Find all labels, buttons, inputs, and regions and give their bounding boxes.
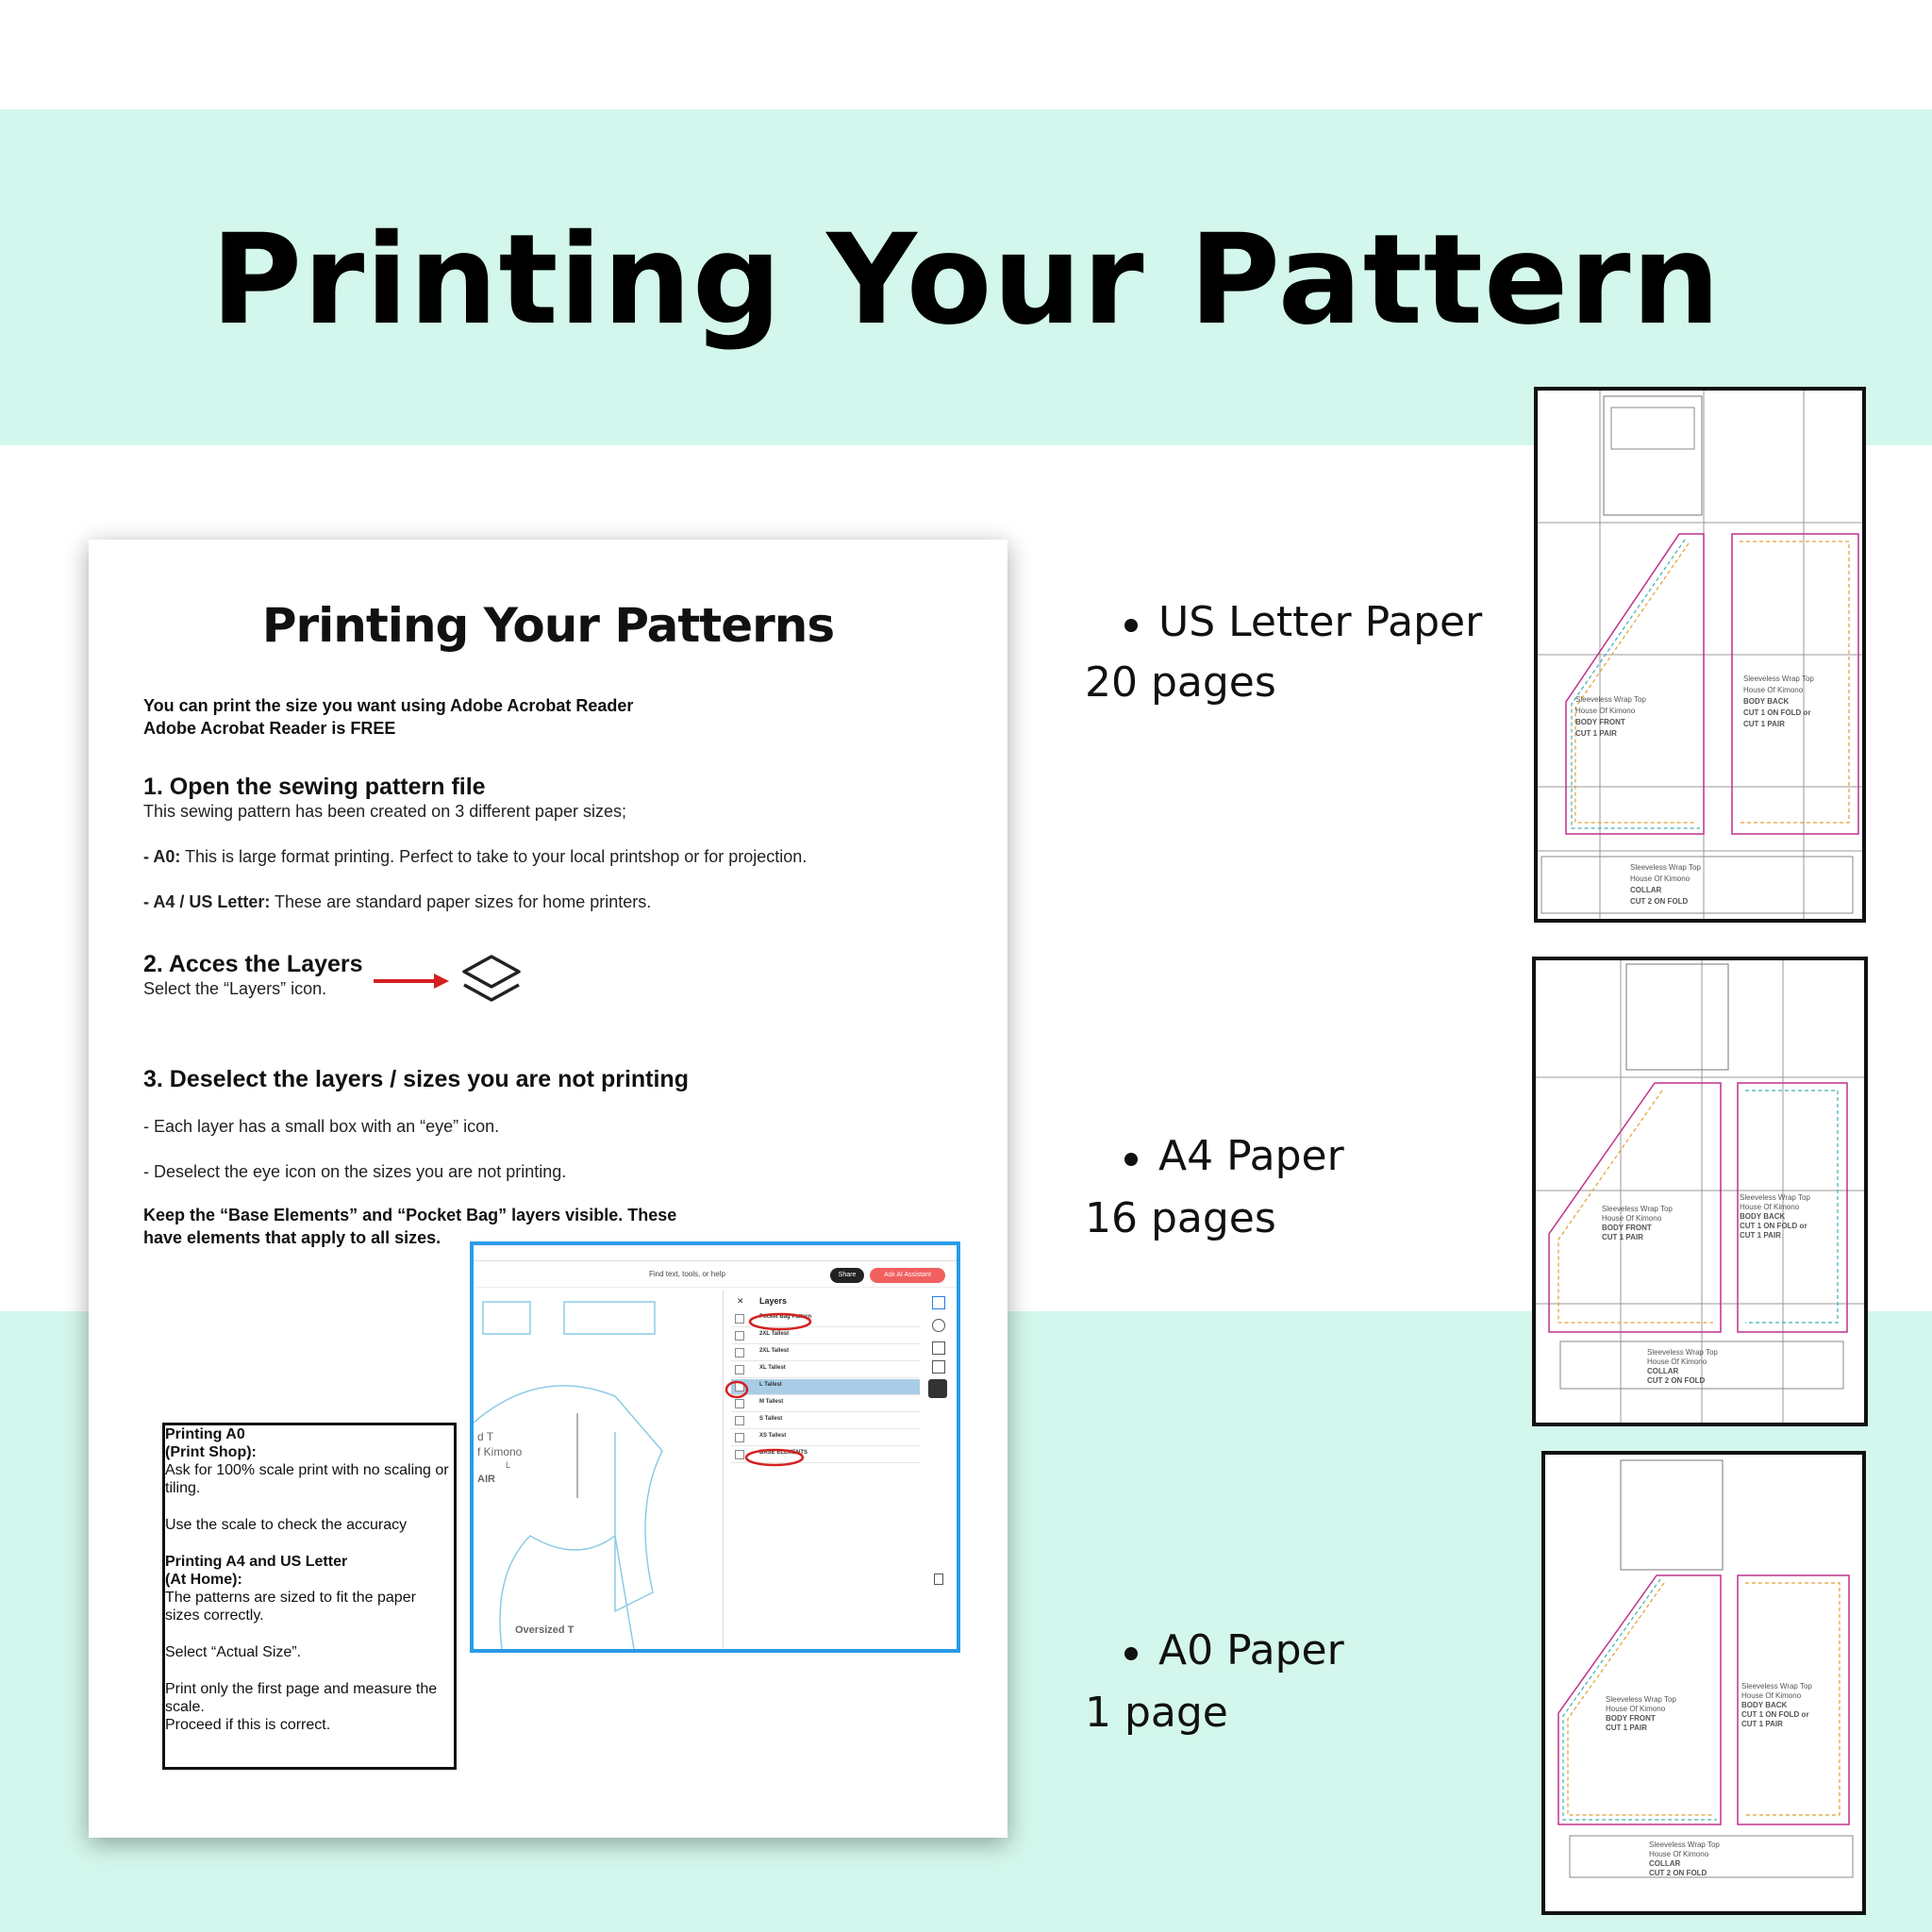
tool-icon[interactable] bbox=[932, 1296, 945, 1309]
tool-icon[interactable] bbox=[932, 1360, 945, 1374]
screenshot-top-bar bbox=[474, 1245, 957, 1261]
thumb-text: BODY FRONT bbox=[1602, 1224, 1652, 1232]
page-title: Printing Your Pattern bbox=[210, 208, 1722, 353]
thumb-text: CUT 1 PAIR bbox=[1741, 1720, 1783, 1728]
layer-row[interactable]: 2XL Tallest bbox=[731, 1328, 920, 1344]
pattern-preview-a0 bbox=[1541, 1451, 1866, 1915]
thumb-text: BODY BACK bbox=[1741, 1701, 1788, 1709]
bullet bbox=[1124, 1153, 1138, 1166]
step3-text-2: - Deselect the eye icon on the sizes you are not printing. bbox=[143, 1162, 567, 1181]
thumb-text: Sleeveless Wrap Top bbox=[1740, 1193, 1810, 1202]
thumb-text: CUT 1 ON FOLD or bbox=[1740, 1222, 1807, 1230]
pattern-preview-a4 bbox=[1532, 957, 1868, 1426]
document-title: Printing Your Patterns bbox=[261, 598, 835, 653]
layers-icon bbox=[460, 951, 523, 1013]
piece-label-4: AIR bbox=[477, 1474, 495, 1485]
ai-assistant-button: Ask AI Assistant bbox=[870, 1268, 945, 1283]
layer-row[interactable]: Pocket Bag Pattern bbox=[731, 1311, 920, 1327]
share-button: Share bbox=[830, 1268, 864, 1283]
thumb-text: BODY FRONT bbox=[1575, 718, 1625, 726]
printing-tips-box bbox=[162, 1423, 457, 1770]
tips-heading-home-sub: (At Home): bbox=[165, 1572, 242, 1588]
pattern-canvas bbox=[474, 1291, 723, 1649]
step1-heading: 1. Open the sewing pattern file bbox=[143, 774, 486, 800]
a0-text: This is large format printing. Perfect to take to your local printshop or for projection. bbox=[180, 847, 808, 866]
thumb-text: CUT 1 PAIR bbox=[1743, 720, 1785, 728]
right-toolbar bbox=[924, 1291, 953, 1649]
layer-row-selected[interactable]: L Tallest bbox=[731, 1379, 920, 1395]
format-pages-letter: 20 pages bbox=[1085, 658, 1276, 707]
thumb-text: Sleeveless Wrap Top bbox=[1649, 1840, 1720, 1849]
piece-label-3: L bbox=[506, 1460, 511, 1470]
thumb-text: CUT 1 ON FOLD or bbox=[1743, 708, 1811, 717]
thumb-text: Sleeveless Wrap Top bbox=[1602, 1205, 1673, 1213]
thumb-text: CUT 2 ON FOLD bbox=[1649, 1869, 1707, 1877]
thumb-text: COLLAR bbox=[1647, 1367, 1679, 1375]
step1-text: This sewing pattern has been created on 3 different paper sizes; bbox=[143, 802, 626, 821]
step3-text-1: - Each layer has a small box with an “eye” icon. bbox=[143, 1117, 500, 1136]
format-name-letter: US Letter Paper bbox=[1158, 598, 1483, 646]
format-name-a4: A4 Paper bbox=[1158, 1132, 1344, 1180]
thumb-text: House Of Kimono bbox=[1630, 874, 1690, 883]
thumb-text: House Of Kimono bbox=[1575, 707, 1636, 715]
bullet bbox=[1124, 619, 1138, 632]
a4-label: - A4 / US Letter: bbox=[143, 892, 271, 911]
tips-text-6: Proceed if this is correct. bbox=[165, 1717, 331, 1733]
layer-row[interactable]: BASE ELEMENTS bbox=[731, 1447, 920, 1463]
layers-panel-title: Layers bbox=[759, 1296, 788, 1306]
layer-row[interactable]: S Tallest bbox=[731, 1413, 920, 1429]
thumb-text: BODY BACK bbox=[1740, 1212, 1786, 1221]
layer-row[interactable]: XS Tallest bbox=[731, 1430, 920, 1446]
tips-text-3: The patterns are sized to fit the paper sizes correctly. bbox=[165, 1590, 416, 1624]
thumb-text: House Of Kimono bbox=[1602, 1214, 1662, 1223]
thumb-text: House Of Kimono bbox=[1743, 686, 1804, 694]
layers-panel bbox=[723, 1291, 922, 1649]
thumb-text: COLLAR bbox=[1630, 886, 1662, 894]
close-icon[interactable]: ✕ bbox=[737, 1296, 744, 1306]
intro-line-1: You can print the size you want using Adobe Acrobat Reader bbox=[143, 696, 634, 715]
tips-text-1: Ask for 100% scale print with no scaling or tiling. bbox=[165, 1462, 449, 1496]
page-icon[interactable] bbox=[934, 1574, 943, 1585]
step2-heading: 2. Acces the Layers bbox=[143, 951, 363, 977]
layer-row[interactable]: XL Tallest bbox=[731, 1362, 920, 1378]
tool-icon[interactable] bbox=[932, 1341, 945, 1355]
tips-text-2: Use the scale to check the accuracy bbox=[165, 1517, 408, 1533]
thumb-text: Sleeveless Wrap Top bbox=[1741, 1682, 1812, 1690]
a0-description bbox=[143, 847, 807, 867]
thumb-text: CUT 1 PAIR bbox=[1575, 729, 1617, 738]
thumb-text: House Of Kimono bbox=[1649, 1850, 1709, 1858]
step2-text: Select the “Layers” icon. bbox=[143, 979, 327, 998]
thumb-text: CUT 2 ON FOLD bbox=[1630, 897, 1689, 906]
tips-text-4: Select “Actual Size”. bbox=[165, 1644, 302, 1660]
layer-row[interactable]: 2XL Tallest bbox=[731, 1345, 920, 1361]
pattern-preview-letter bbox=[1534, 387, 1866, 923]
intro-line-2: Adobe Acrobat Reader is FREE bbox=[143, 719, 396, 738]
thumb-text: Sleeveless Wrap Top bbox=[1743, 675, 1814, 683]
tool-icon[interactable] bbox=[932, 1319, 945, 1332]
thumb-text: COLLAR bbox=[1649, 1859, 1681, 1868]
a4-text: These are standard paper sizes for home printers. bbox=[270, 892, 652, 911]
thumb-text: CUT 1 PAIR bbox=[1740, 1231, 1781, 1240]
piece-label-2: f Kimono bbox=[477, 1445, 523, 1458]
keep-note-line-1: Keep the “Base Elements” and “Pocket Bag” layers visible. These bbox=[143, 1206, 677, 1224]
tips-heading-a0: Printing A0 bbox=[165, 1426, 245, 1442]
layers-tool-icon[interactable] bbox=[928, 1379, 947, 1398]
thumb-text: CUT 1 ON FOLD or bbox=[1741, 1710, 1809, 1719]
highlight-circles bbox=[724, 1291, 922, 1479]
thumb-text: House Of Kimono bbox=[1741, 1691, 1802, 1700]
keep-note-line-2: have elements that apply to all sizes. bbox=[143, 1228, 441, 1247]
a0-label: - A0: bbox=[143, 847, 181, 866]
thumb-text: Sleeveless Wrap Top bbox=[1630, 863, 1701, 872]
thumb-text: House Of Kimono bbox=[1647, 1357, 1707, 1366]
format-pages-a0: 1 page bbox=[1085, 1689, 1228, 1737]
thumb-text: CUT 1 PAIR bbox=[1602, 1233, 1643, 1241]
thumb-text: CUT 2 ON FOLD bbox=[1647, 1376, 1706, 1385]
find-text-field: Find text, tools, or help bbox=[649, 1270, 725, 1278]
a4-description bbox=[143, 892, 651, 912]
tips-text-5: Print only the first page and measure the scale. bbox=[165, 1681, 438, 1715]
format-name-a0: A0 Paper bbox=[1158, 1626, 1344, 1674]
tips-heading-a0-sub: (Print Shop): bbox=[165, 1444, 257, 1460]
acrobat-screenshot bbox=[470, 1241, 960, 1653]
thumb-text: BODY BACK bbox=[1743, 697, 1790, 706]
red-arrow-icon bbox=[374, 972, 449, 991]
thumb-text: Sleeveless Wrap Top bbox=[1647, 1348, 1718, 1357]
bullet bbox=[1124, 1647, 1138, 1660]
thumb-text: CUT 1 PAIR bbox=[1606, 1724, 1647, 1732]
thumb-text: House Of Kimono bbox=[1740, 1203, 1800, 1211]
thumb-text: Sleeveless Wrap Top bbox=[1606, 1695, 1676, 1704]
thumb-text: Sleeveless Wrap Top bbox=[1575, 695, 1646, 704]
thumb-text: House Of Kimono bbox=[1606, 1705, 1666, 1713]
step3-heading: 3. Deselect the layers / sizes you are not printing bbox=[143, 1066, 689, 1092]
instruction-document bbox=[89, 540, 1008, 1838]
tips-heading-home: Printing A4 and US Letter bbox=[165, 1554, 348, 1570]
thumb-text: BODY FRONT bbox=[1606, 1714, 1656, 1723]
piece-label-5: Oversized T bbox=[515, 1624, 575, 1636]
format-pages-a4: 16 pages bbox=[1085, 1194, 1276, 1242]
piece-label-1: d T bbox=[477, 1430, 494, 1443]
layer-row[interactable]: M Tallest bbox=[731, 1396, 920, 1412]
